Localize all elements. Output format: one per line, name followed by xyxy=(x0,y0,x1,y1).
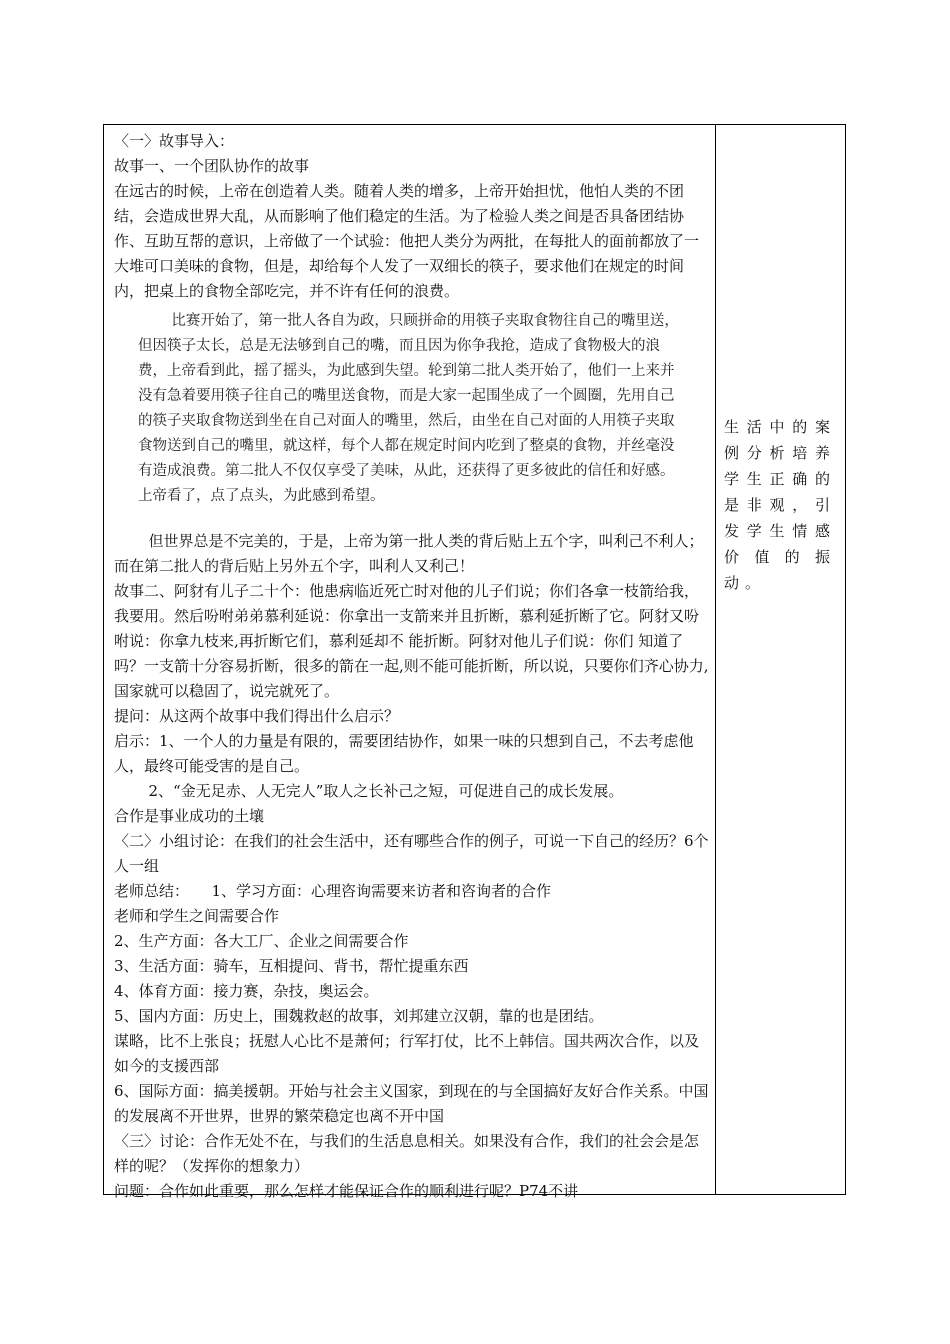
lesson-table xyxy=(103,124,846,1200)
insight-3: 合作是事业成功的土壤 xyxy=(114,807,265,825)
summary-5: 5、国内方面：历史上，围魏救赵的故事，刘邦建立汉朝，靠的也是团结。 xyxy=(114,1007,604,1025)
side-note: 生活中的案例分析培养学生正确的是非观，引发学生情感价值的振动。 xyxy=(724,418,836,592)
summary-4: 4、体育方面：接力赛，杂技，奥运会。 xyxy=(114,982,379,1000)
story-1-title: 故事一、一个团队协作的故事 xyxy=(114,157,310,175)
final-question: 问题：合作如此重要，那么怎样才能保证合作的顺利进行呢？P74不讲 xyxy=(114,1182,579,1200)
section-1-heading: 〈一〉故事导入： xyxy=(114,132,235,150)
summary-5b: 谋略，比不上张良；抚慰人心比不是萧何；行军打仗，比不上韩信。国共两次合作，以及如今的支援西部 xyxy=(114,1032,700,1075)
story-1-paragraph-1: 在远古的时候，上帝在创造着人类。随着人类的增多，上帝开始担忧，他怕人类的不团结，会造成世界大乱，从而影响了他们稳定的生活。为了检验人类之间是否具备团结协作、互助互帮的意识，上帝做了一个试验：他把人类分为两批，在每批人的面前都放了一大堆可口美味的食物，但是，却给每个人发了一双细长的筷子，要求他们在规定的时间内，把桌上的食物全部吃完，并不许有任何的浪费。 xyxy=(114,182,700,300)
spacer xyxy=(114,509,710,529)
summary-1: 老师总结： 1、学习方面：心理咨询需要来访者和咨询者的合作 xyxy=(114,882,552,900)
summary-3: 3、生活方面：骑车，互相提问、背书，帮忙提重东西 xyxy=(114,957,469,975)
question: 提问：从这两个故事中我们得出什么启示？ xyxy=(114,707,400,725)
column-divider xyxy=(715,125,716,1194)
story-1-paragraph-2: 比赛开始了，第一批人各自为政，只顾拼命的用筷子夹取食物往自己的嘴里送，但因筷子太长，总是无法够到自己的嘴，而且因为你争我抢，造成了食物极大的浪费，上帝看到此，摇了摇头，为此感到失望。轮到第二批人类开始了，他们一上来并没有急着要用筷子往自己的嘴里送食物，而是大家一起围坐成了一个圆圈，先用自己的筷子夹取食物送到坐在自己对面人的嘴里，然后，由坐在自己对面的人用筷子夹取食物送到自己的嘴里，就这样，每个人都在规定时间内吃到了整桌的食物，并丝毫没有造成浪费。第二批人不仅仅享受了美味，从此，还获得了更多彼此的信任和好感。上帝看了，点了点头，为此感到希望。 xyxy=(138,313,679,504)
story-1-paragraph-3: 但世界总是不完美的，于是，上帝为第一批人类的背后贴上五个字，叫利己不利人；而在第二批人的背后贴上另外五个字，叫利人又利己！ xyxy=(114,532,704,575)
section-3: 〈三〉讨论：合作无处不在，与我们的生活息息相关。如果没有合作，我们的社会会是怎样的呢？（发挥你的想象力） xyxy=(114,1132,700,1175)
summary-2: 2、生产方面：各大工厂、企业之间需要合作 xyxy=(114,932,409,950)
section-2: 〈二〉小组讨论：在我们的社会生活中，还有哪些合作的例子，可说一下自己的经历？6个人一组 xyxy=(114,832,709,875)
insight-1: 启示：1、一个人的力量是有限的，需要团结协作，如果一味的只想到自己，不去考虑他人，最终可能受害的是自己。 xyxy=(114,732,694,775)
insight-2: 2、“金无足赤、人无完人”取人之长补己之短，可促进自己的成长发展。 xyxy=(148,782,624,800)
story-2: 故事二、阿豺有儿子二十个：他患病临近死亡时对他的儿子们说；你们各拿一枝箭给我，我要用。然后吩咐弟弟慕利延说：你拿出一支箭来并且折断，慕利延折断了它。阿豺又吩咐说：你拿九枝来,再折断它们，慕利延却不 能折断。阿豺对他儿子们说：你们 知道了吗？一支箭十分容易折断，很多的箭在一起,则不能可能折断，所以说，只要你们齐心协力,国家就可以稳固了，说完就死了。 xyxy=(114,582,709,700)
summary-1b: 老师和学生之间需要合作 xyxy=(114,907,280,925)
summary-6: 6、国际方面：搞美援朝。开始与社会主义国家，到现在的与全国搞好友好合作关系。中国的发展离不开世界，世界的繁荣稳定也离不开中国 xyxy=(114,1082,709,1125)
main-cell xyxy=(114,129,710,1204)
